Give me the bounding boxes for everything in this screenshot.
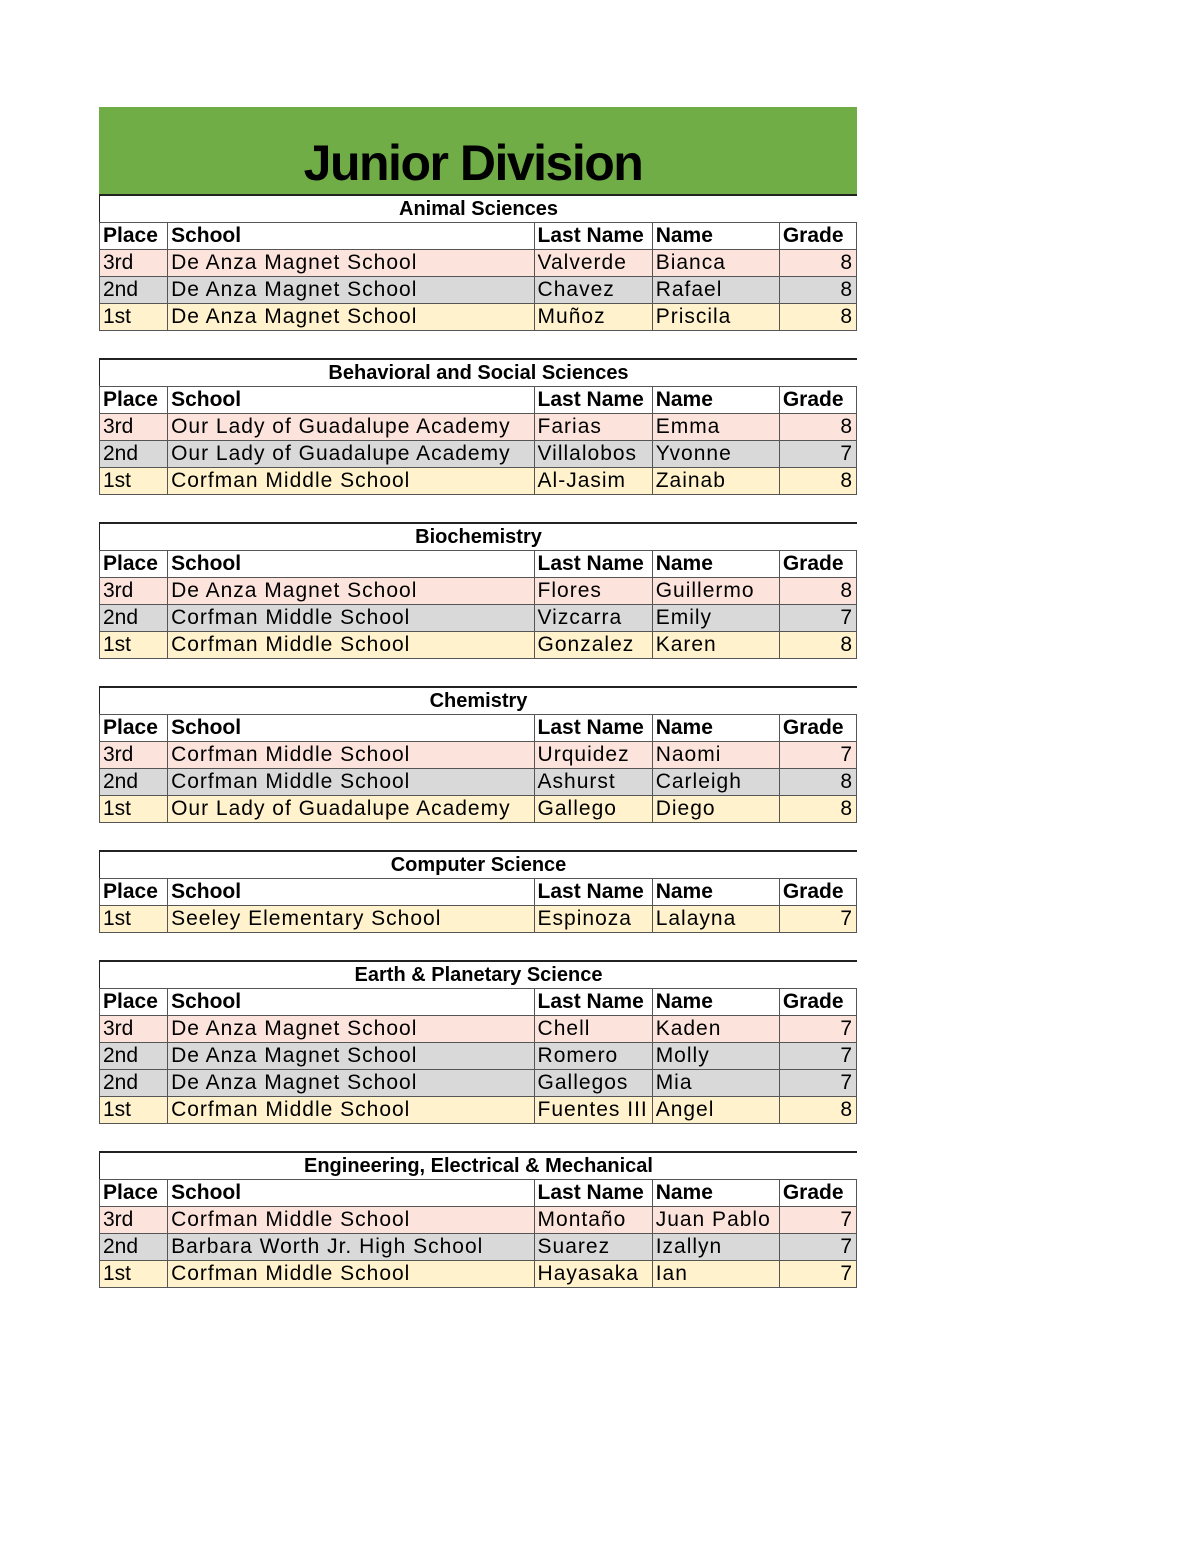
cell-grade: 7 (779, 1070, 856, 1097)
results-table (99, 988, 857, 1124)
column-header-last-name: Last Name (534, 223, 652, 250)
column-header-place: Place (100, 387, 168, 414)
results-table (99, 878, 857, 933)
table-row (100, 1070, 857, 1097)
table-row (100, 906, 857, 933)
cell-school: De Anza Magnet School (168, 1016, 534, 1043)
cell-grade: 8 (779, 414, 856, 441)
section-title: Engineering, Electrical & Mechanical (99, 1151, 857, 1179)
cell-grade: 8 (779, 632, 856, 659)
table-row (100, 796, 857, 823)
column-header-last-name: Last Name (534, 879, 652, 906)
results-sheet (99, 107, 857, 1315)
cell-name: Molly (652, 1043, 779, 1070)
column-header-school: School (168, 551, 534, 578)
cell-grade: 8 (779, 304, 856, 331)
cell-last-name: Al-Jasim (534, 468, 652, 495)
column-header-name: Name (652, 387, 779, 414)
column-header-name: Name (652, 879, 779, 906)
column-header-grade: Grade (779, 879, 856, 906)
results-table (99, 1179, 857, 1288)
cell-last-name: Romero (534, 1043, 652, 1070)
section-computer-science (99, 850, 857, 933)
cell-last-name: Espinoza (534, 906, 652, 933)
cell-place: 2nd (100, 1234, 168, 1261)
table-row (100, 632, 857, 659)
cell-name: Diego (652, 796, 779, 823)
cell-last-name: Farias (534, 414, 652, 441)
cell-name: Guillermo (652, 578, 779, 605)
cell-grade: 7 (779, 1261, 856, 1288)
cell-school: Our Lady of Guadalupe Academy (168, 796, 534, 823)
cell-last-name: Chell (534, 1016, 652, 1043)
section-title: Biochemistry (99, 522, 857, 550)
cell-school: Barbara Worth Jr. High School (168, 1234, 534, 1261)
cell-last-name: Villalobos (534, 441, 652, 468)
cell-grade: 7 (779, 1043, 856, 1070)
cell-school: Corfman Middle School (168, 1261, 534, 1288)
column-header-name: Name (652, 1180, 779, 1207)
column-header-school: School (168, 989, 534, 1016)
cell-place: 1st (100, 906, 168, 933)
section-biochemistry (99, 522, 857, 659)
section-earth-planetary-science (99, 960, 857, 1124)
results-table (99, 550, 857, 659)
cell-place: 1st (100, 1097, 168, 1124)
column-header-name: Name (652, 223, 779, 250)
cell-school: De Anza Magnet School (168, 277, 534, 304)
cell-name: Zainab (652, 468, 779, 495)
cell-grade: 8 (779, 468, 856, 495)
cell-place: 3rd (100, 414, 168, 441)
column-header-last-name: Last Name (534, 387, 652, 414)
column-header-last-name: Last Name (534, 1180, 652, 1207)
cell-name: Karen (652, 632, 779, 659)
cell-last-name: Muñoz (534, 304, 652, 331)
cell-name: Izallyn (652, 1234, 779, 1261)
column-header-school: School (168, 715, 534, 742)
cell-place: 3rd (100, 1016, 168, 1043)
cell-name: Juan Pablo (652, 1207, 779, 1234)
cell-name: Priscila (652, 304, 779, 331)
sections-container (99, 196, 857, 1288)
cell-name: Emma (652, 414, 779, 441)
column-header-name: Name (652, 715, 779, 742)
cell-last-name: Urquidez (534, 742, 652, 769)
table-row (100, 1043, 857, 1070)
cell-grade: 7 (779, 605, 856, 632)
cell-place: 3rd (100, 578, 168, 605)
column-header-grade: Grade (779, 715, 856, 742)
cell-place: 2nd (100, 769, 168, 796)
column-header-name: Name (652, 989, 779, 1016)
table-row (100, 414, 857, 441)
table-row (100, 468, 857, 495)
table-row (100, 1261, 857, 1288)
cell-grade: 7 (779, 1016, 856, 1043)
table-header-row (100, 989, 857, 1016)
cell-school: Corfman Middle School (168, 742, 534, 769)
cell-place: 3rd (100, 1207, 168, 1234)
cell-grade: 8 (779, 796, 856, 823)
cell-last-name: Montaño (534, 1207, 652, 1234)
table-header-row (100, 879, 857, 906)
table-row (100, 304, 857, 331)
cell-school: Corfman Middle School (168, 1207, 534, 1234)
column-header-school: School (168, 387, 534, 414)
cell-place: 2nd (100, 441, 168, 468)
cell-school: De Anza Magnet School (168, 304, 534, 331)
cell-place: 1st (100, 304, 168, 331)
table-row (100, 742, 857, 769)
cell-school: Seeley Elementary School (168, 906, 534, 933)
cell-school: Corfman Middle School (168, 632, 534, 659)
cell-last-name: Hayasaka (534, 1261, 652, 1288)
section-behavioral-and-social-sciences (99, 358, 857, 495)
column-header-last-name: Last Name (534, 715, 652, 742)
cell-grade: 8 (779, 769, 856, 796)
cell-name: Bianca (652, 250, 779, 277)
cell-name: Lalayna (652, 906, 779, 933)
cell-last-name: Ashurst (534, 769, 652, 796)
column-header-school: School (168, 879, 534, 906)
cell-place: 2nd (100, 277, 168, 304)
table-row (100, 1097, 857, 1124)
cell-school: Our Lady of Guadalupe Academy (168, 441, 534, 468)
cell-place: 2nd (100, 1070, 168, 1097)
division-banner (99, 107, 857, 196)
table-header-row (100, 1180, 857, 1207)
cell-school: De Anza Magnet School (168, 1070, 534, 1097)
table-header-row (100, 715, 857, 742)
cell-school: Corfman Middle School (168, 769, 534, 796)
cell-school: De Anza Magnet School (168, 1043, 534, 1070)
cell-name: Rafael (652, 277, 779, 304)
column-header-place: Place (100, 879, 168, 906)
cell-place: 3rd (100, 742, 168, 769)
cell-school: De Anza Magnet School (168, 250, 534, 277)
cell-name: Yvonne (652, 441, 779, 468)
cell-place: 1st (100, 468, 168, 495)
column-header-school: School (168, 1180, 534, 1207)
cell-place: 2nd (100, 605, 168, 632)
table-header-row (100, 551, 857, 578)
cell-last-name: Valverde (534, 250, 652, 277)
column-header-name: Name (652, 551, 779, 578)
cell-name: Mia (652, 1070, 779, 1097)
cell-place: 1st (100, 796, 168, 823)
results-table (99, 222, 857, 331)
column-header-last-name: Last Name (534, 551, 652, 578)
table-header-row (100, 223, 857, 250)
column-header-grade: Grade (779, 989, 856, 1016)
section-title: Chemistry (99, 686, 857, 714)
cell-place: 1st (100, 632, 168, 659)
column-header-grade: Grade (779, 387, 856, 414)
cell-name: Emily (652, 605, 779, 632)
table-row (100, 441, 857, 468)
table-row (100, 578, 857, 605)
column-header-last-name: Last Name (534, 989, 652, 1016)
cell-place: 2nd (100, 1043, 168, 1070)
table-row (100, 1016, 857, 1043)
section-title: Earth & Planetary Science (99, 960, 857, 988)
cell-grade: 8 (779, 1097, 856, 1124)
column-header-grade: Grade (779, 1180, 856, 1207)
cell-last-name: Gallegos (534, 1070, 652, 1097)
cell-grade: 8 (779, 578, 856, 605)
table-row (100, 769, 857, 796)
table-row (100, 277, 857, 304)
cell-name: Kaden (652, 1016, 779, 1043)
cell-grade: 7 (779, 441, 856, 468)
column-header-school: School (168, 223, 534, 250)
section-title: Computer Science (99, 850, 857, 878)
cell-school: Our Lady of Guadalupe Academy (168, 414, 534, 441)
cell-place: 3rd (100, 250, 168, 277)
cell-school: Corfman Middle School (168, 605, 534, 632)
cell-place: 1st (100, 1261, 168, 1288)
table-row (100, 605, 857, 632)
cell-last-name: Gonzalez (534, 632, 652, 659)
cell-school: Corfman Middle School (168, 468, 534, 495)
column-header-place: Place (100, 551, 168, 578)
cell-grade: 7 (779, 906, 856, 933)
cell-last-name: Fuentes III (534, 1097, 652, 1124)
cell-grade: 8 (779, 277, 856, 304)
cell-grade: 8 (779, 250, 856, 277)
column-header-place: Place (100, 223, 168, 250)
cell-school: Corfman Middle School (168, 1097, 534, 1124)
page-title: Junior Division (303, 135, 643, 191)
section-engineering-electrical-mechanical (99, 1151, 857, 1288)
cell-grade: 7 (779, 742, 856, 769)
table-row (100, 1234, 857, 1261)
cell-school: De Anza Magnet School (168, 578, 534, 605)
table-row (100, 250, 857, 277)
cell-last-name: Flores (534, 578, 652, 605)
column-header-place: Place (100, 1180, 168, 1207)
cell-name: Ian (652, 1261, 779, 1288)
column-header-grade: Grade (779, 551, 856, 578)
results-table (99, 386, 857, 495)
cell-name: Angel (652, 1097, 779, 1124)
column-header-place: Place (100, 715, 168, 742)
cell-grade: 7 (779, 1234, 856, 1261)
cell-last-name: Gallego (534, 796, 652, 823)
cell-last-name: Chavez (534, 277, 652, 304)
cell-name: Carleigh (652, 769, 779, 796)
section-animal-sciences (99, 196, 857, 331)
section-title: Behavioral and Social Sciences (99, 358, 857, 386)
cell-name: Naomi (652, 742, 779, 769)
table-row (100, 1207, 857, 1234)
table-header-row (100, 387, 857, 414)
section-chemistry (99, 686, 857, 823)
cell-grade: 7 (779, 1207, 856, 1234)
results-table (99, 714, 857, 823)
column-header-place: Place (100, 989, 168, 1016)
cell-last-name: Vizcarra (534, 605, 652, 632)
column-header-grade: Grade (779, 223, 856, 250)
section-title: Animal Sciences (99, 196, 857, 222)
cell-last-name: Suarez (534, 1234, 652, 1261)
